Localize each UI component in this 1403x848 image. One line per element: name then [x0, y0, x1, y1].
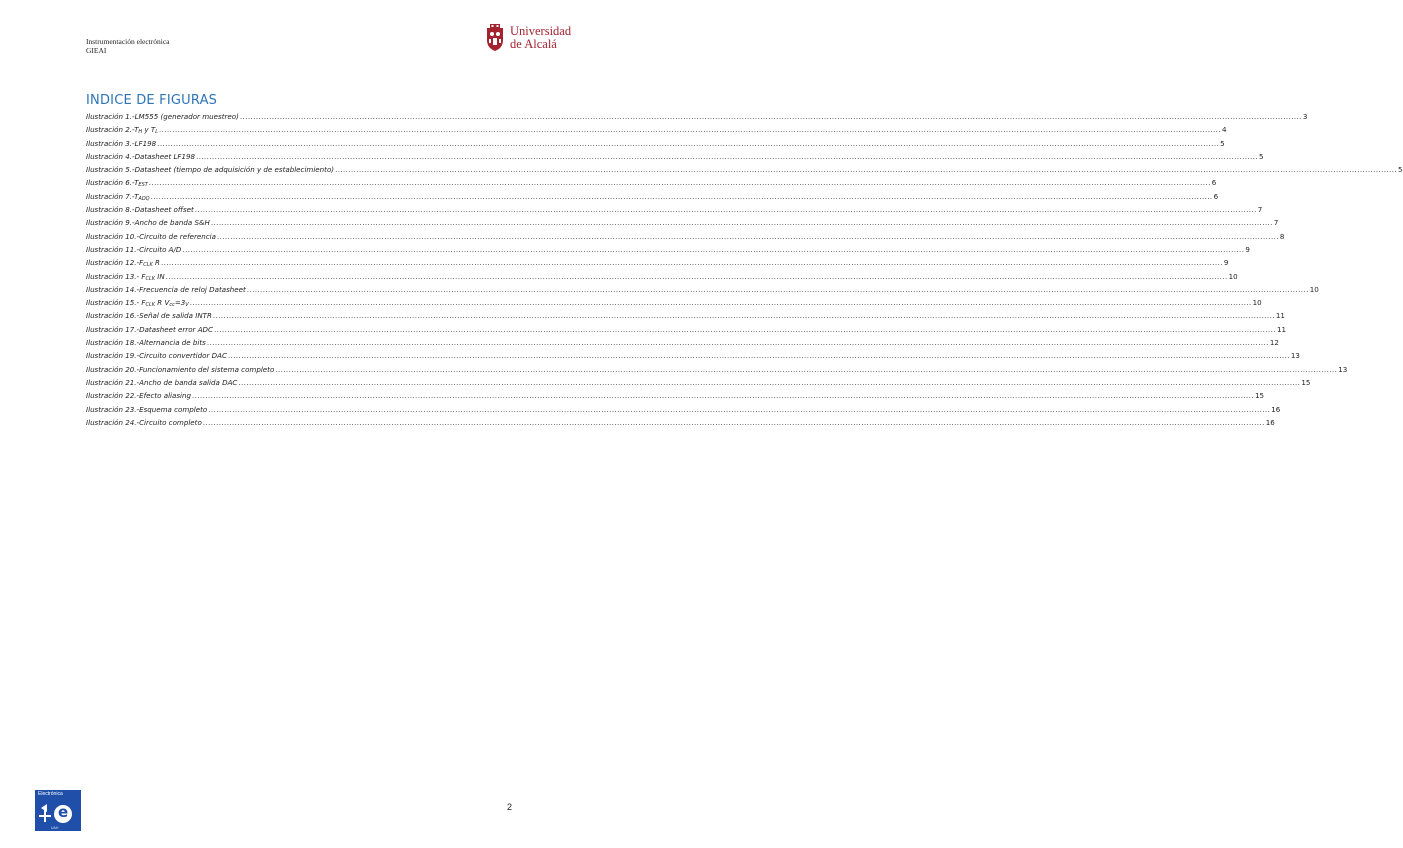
- toc-entry-label: Ilustración 20.-Funcionamiento del sistema completo: [86, 364, 275, 374]
- university-logo: [483, 22, 583, 54]
- toc-entry[interactable]: [86, 311, 1285, 324]
- toc-entry[interactable]: [86, 165, 1403, 178]
- toc-entry-page: 3: [1302, 112, 1308, 121]
- toc-dot-leader: ................................................................................................................................................................................................................................................................................................................................................................................................................: [150, 191, 1213, 201]
- page-number: 2: [507, 802, 513, 812]
- toc-entry[interactable]: [86, 178, 1217, 191]
- university-name: Universidad de Alcalá: [510, 24, 572, 51]
- toc-entry-page: 5: [1398, 165, 1403, 175]
- toc-entry-page: 9: [1223, 258, 1229, 268]
- toc-entry[interactable]: [86, 231, 1285, 245]
- toc-dot-leader: ................................................................................................................................................................................................................................................................................................................................................................................................................: [189, 298, 1252, 308]
- toc-entry-page: 15: [1301, 377, 1311, 387]
- toc-entry-label: Ilustración 8.-Datasheet offset: [86, 205, 194, 215]
- header-degree: GIEAI: [86, 46, 107, 55]
- toc-dot-leader: ................................................................................................................................................................................................................................................................................................................................................................................................................: [182, 244, 1245, 254]
- toc-entry-page: 11: [1276, 324, 1286, 334]
- toc-dot-leader: ................................................................................................................................................................................................................................................................................................................................................................................................................: [227, 351, 1290, 361]
- header-course-title: Instrumentación electrónica: [86, 37, 170, 46]
- toc-dot-leader: ................................................................................................................................................................................................................................................................................................................................................................................................................: [239, 112, 1302, 121]
- toc-dot-leader: ................................................................................................................................................................................................................................................................................................................................................................................................................: [210, 218, 1273, 228]
- toc-entry-label: Ilustración 14.-Frecuencia de reloj Datasheet: [86, 284, 246, 294]
- toc-entry-label: Ilustración $2.-T_H$ y $T_L$: [86, 125, 159, 136]
- toc-dot-leader: ................................................................................................................................................................................................................................................................................................................................................................................................................: [238, 377, 1301, 387]
- toc-entry-label: Ilustración 16.-Señal de salida INTR: [86, 311, 212, 321]
- toc-entry-page: 10: [1228, 271, 1238, 281]
- toc-entry-page: 5: [1259, 151, 1264, 161]
- toc-entry-label: Ilustración 18.-Alternancia de bits: [86, 338, 206, 348]
- toc-entry[interactable]: [86, 417, 1275, 431]
- toc-entry-label: Ilustración 17.-Datasheet error ADC: [86, 324, 213, 334]
- toc-dot-leader: ................................................................................................................................................................................................................................................................................................................................................................................................................: [160, 258, 1223, 268]
- department-logo: [35, 790, 81, 831]
- toc-dot-leader: ................................................................................................................................................................................................................................................................................................................................................................................................................: [206, 338, 1269, 348]
- toc-dot-leader: ................................................................................................................................................................................................................................................................................................................................................................................................................: [213, 324, 1276, 334]
- toc-entry-label: Ilustración 11.-Circuito A/D: [86, 244, 182, 254]
- department-logo-caption: UAH: [51, 826, 59, 830]
- department-logo-text: Electrónica: [38, 791, 63, 797]
- toc-entry[interactable]: [86, 125, 1227, 138]
- toc-entry-label: Ilustración $7.-T_{ADQ}$: [86, 191, 150, 202]
- toc-entry[interactable]: [86, 191, 1219, 205]
- toc-dot-leader: ................................................................................................................................................................................................................................................................................................................................................................................................................: [159, 125, 1221, 135]
- toc-entry-label: Ilustración $6.-T_{EST}$: [86, 178, 148, 189]
- toc-entry-page: 8: [1279, 231, 1285, 241]
- toc-entry-page: 13: [1290, 351, 1300, 361]
- toc-entry-label: Ilustración 23.-Esquema completo: [86, 404, 208, 414]
- toc-entry[interactable]: [86, 377, 1311, 391]
- toc-dot-leader: ................................................................................................................................................................................................................................................................................................................................................................................................................: [216, 231, 1279, 241]
- toc-entry[interactable]: [86, 271, 1238, 285]
- toc-entry-page: 5: [1220, 138, 1225, 148]
- toc-dot-leader: ................................................................................................................................................................................................................................................................................................................................................................................................................: [208, 404, 1271, 414]
- toc-entry-label: Ilustración 4.-Datasheet LF198: [86, 151, 196, 161]
- toc-entry-page: 13: [1338, 364, 1348, 374]
- toc-entry[interactable]: [86, 205, 1263, 218]
- toc-dot-leader: ................................................................................................................................................................................................................................................................................................................................................................................................................: [335, 165, 1398, 175]
- toc-entry[interactable]: [86, 151, 1264, 165]
- toc-entry-page: 16: [1271, 404, 1281, 414]
- toc-entry-label: Ilustración 21.-Ancho de banda salida DAC: [86, 377, 238, 387]
- toc-entry[interactable]: [86, 391, 1265, 404]
- toc-entry[interactable]: [86, 138, 1225, 152]
- toc-entry-label: Ilustración 22.-Efecto aliasing: [86, 391, 192, 401]
- toc-dot-leader: ................................................................................................................................................................................................................................................................................................................................................................................................................: [246, 284, 1309, 294]
- toc-entry[interactable]: [86, 244, 1250, 258]
- figure-index-list: [86, 112, 1403, 431]
- toc-entry-page: 7: [1273, 218, 1279, 228]
- toc-entry[interactable]: [86, 324, 1286, 338]
- toc-entry-label: Ilustración 19.-Circuito convertidor DAC: [86, 351, 227, 361]
- toc-dot-leader: ................................................................................................................................................................................................................................................................................................................................................................................................................: [196, 151, 1259, 161]
- toc-entry-label: Ilustración 5.-Datasheet (tiempo de adquisición y de establecimiento): [86, 165, 335, 175]
- toc-dot-leader: ................................................................................................................................................................................................................................................................................................................................................................................................................: [212, 311, 1275, 321]
- department-logo-letter: e: [58, 803, 69, 821]
- toc-entry-page: 7: [1257, 205, 1263, 215]
- figure-index-title: INDICE DE FIGURAS: [86, 93, 218, 108]
- toc-entry-page: 6: [1213, 191, 1219, 201]
- toc-entry-page: 9: [1245, 244, 1250, 254]
- toc-entry-page: 11: [1275, 311, 1285, 321]
- toc-entry[interactable]: [86, 218, 1279, 231]
- toc-dot-leader: ................................................................................................................................................................................................................................................................................................................................................................................................................: [157, 138, 1220, 148]
- toc-entry-page: 10: [1309, 284, 1319, 294]
- toc-entry-label: Ilustración 15.- $F_{CLK}$ R $V_{cc}=3_V$: [86, 298, 189, 309]
- toc-entry[interactable]: [86, 112, 1308, 125]
- toc-entry-label: Ilustración 3.-LF198: [86, 138, 157, 148]
- toc-entry-page: 6: [1211, 178, 1217, 188]
- toc-entry-label: Ilustración 10.-Circuito de referencia: [86, 231, 216, 241]
- toc-entry[interactable]: [86, 298, 1262, 311]
- toc-dot-leader: ................................................................................................................................................................................................................................................................................................................................................................................................................: [275, 364, 1338, 374]
- toc-entry-page: 12: [1269, 338, 1279, 348]
- running-header: [86, 37, 170, 55]
- toc-entry[interactable]: [86, 404, 1281, 418]
- toc-dot-leader: ................................................................................................................................................................................................................................................................................................................................................................................................................: [148, 178, 1211, 188]
- toc-entry-label: Ilustración 1.-LM555 (generador muestreo): [86, 112, 239, 121]
- toc-entry-label: Ilustración $12.-F_{CLK}$ R: [86, 258, 160, 269]
- toc-dot-leader: ................................................................................................................................................................................................................................................................................................................................................................................................................: [202, 417, 1265, 427]
- toc-entry[interactable]: [86, 364, 1348, 378]
- toc-entry-page: 10: [1252, 298, 1262, 308]
- toc-entry[interactable]: [86, 284, 1319, 298]
- toc-entry[interactable]: [86, 351, 1300, 364]
- toc-entry-page: 16: [1265, 417, 1275, 427]
- toc-dot-leader: ................................................................................................................................................................................................................................................................................................................................................................................................................: [194, 205, 1257, 215]
- toc-dot-leader: ................................................................................................................................................................................................................................................................................................................................................................................................................: [165, 271, 1228, 281]
- toc-entry-page: 4: [1221, 125, 1227, 135]
- toc-dot-leader: ................................................................................................................................................................................................................................................................................................................................................................................................................: [192, 391, 1254, 401]
- university-crest-icon: [483, 24, 507, 52]
- toc-entry-label: Ilustración 9.-Ancho de banda S&H: [86, 218, 210, 228]
- toc-entry-page: 15: [1255, 391, 1265, 401]
- toc-entry[interactable]: [86, 338, 1279, 351]
- toc-entry-label: Ilustración 24.-Circuito completo: [86, 417, 202, 427]
- toc-entry[interactable]: [86, 258, 1229, 271]
- toc-entry-label: Ilustración 13.- $F_{CLK}$ IN: [86, 271, 165, 282]
